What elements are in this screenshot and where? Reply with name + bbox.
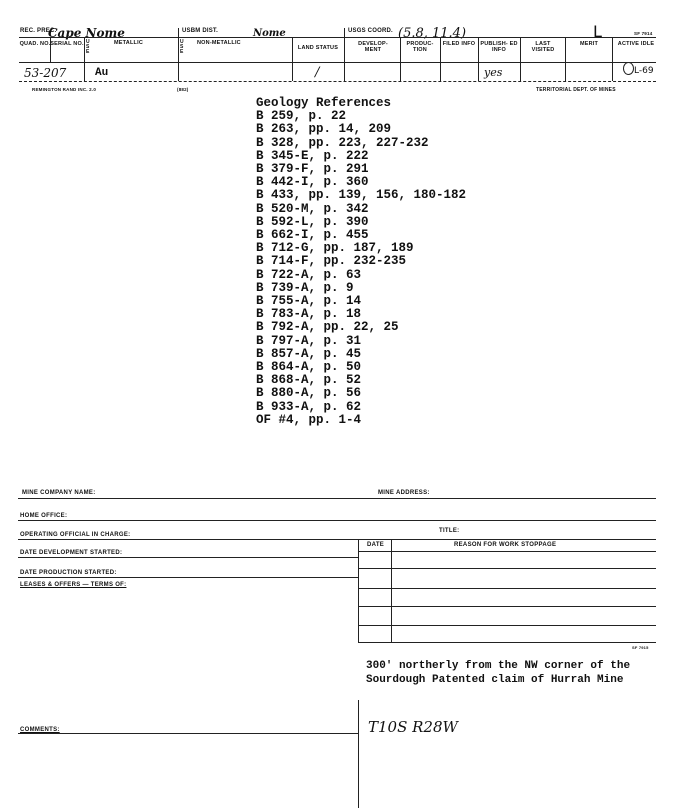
references-title: Geology References xyxy=(256,96,392,110)
reference-item: B 722-A, p. 63 xyxy=(256,267,362,282)
top-right-mark: L xyxy=(593,22,602,41)
usgs-coord-value: (5.8, 11.4) xyxy=(398,26,467,41)
reference-item: B 880-A, p. 56 xyxy=(256,386,362,401)
reference-item: B 792-A, pp. 22, 25 xyxy=(256,320,399,335)
active-idle-value: L-69 xyxy=(634,66,654,76)
col-production: PRODUC- TION xyxy=(406,41,434,53)
form-number-2: SF 7915 xyxy=(632,645,649,650)
location-note-line-2: Sourdough Patented claim of Hurrah Mine xyxy=(366,674,624,686)
col-non-metallic: NON-METALLIC xyxy=(197,40,241,46)
col-use-1: U S E xyxy=(86,39,90,55)
col-merit: MERIT xyxy=(579,41,599,47)
col-last-visited: LAST VISITED xyxy=(531,41,555,53)
location-note-line-1: 300' northerly from the NW corner of the xyxy=(366,660,631,672)
reference-item: B 662-I, p. 455 xyxy=(256,228,369,243)
date-prod-started-label: DATE PRODUCTION STARTED: xyxy=(20,570,117,576)
reference-item: B 714-F, pp. 232-235 xyxy=(256,254,407,269)
col-land-status: LAND STATUS xyxy=(297,45,339,51)
col-active-idle: ACTIVE IDLE xyxy=(617,41,655,47)
township-note: T10S R28W xyxy=(368,718,458,736)
home-office-label: HOME OFFICE: xyxy=(20,513,68,519)
date-dev-started-label: DATE DEVELOPMENT STARTED: xyxy=(20,550,123,556)
title-label: TITLE: xyxy=(439,528,460,534)
comments-label: COMMENTS: xyxy=(20,727,60,733)
reason-header: REASON FOR WORK STOPPAGE xyxy=(454,542,557,548)
dept-label: TERRITORIAL DEPT. OF MINES xyxy=(536,87,616,93)
reference-item: B 345-E, p. 222 xyxy=(256,148,369,163)
location-note xyxy=(366,659,630,687)
usgs-coord-label: USGS COORD. xyxy=(348,28,393,34)
reference-item: B 783-A, p. 18 xyxy=(256,307,362,322)
reference-item: B 259, p. 22 xyxy=(256,109,347,124)
col-metallic: METALLIC xyxy=(114,40,143,46)
reference-item: B 868-A, p. 52 xyxy=(256,373,362,388)
published-value: yes xyxy=(484,66,503,79)
reference-item: B 328, pp. 223, 227-232 xyxy=(256,135,429,150)
col-filed-info: FILED INFO xyxy=(442,41,476,47)
geology-references xyxy=(256,97,466,427)
mine-company-name-label: MINE COMPANY NAME: xyxy=(22,490,96,496)
date-header: DATE xyxy=(367,542,385,548)
reference-item: B 433, pp. 139, 156, 180-182 xyxy=(256,188,467,203)
reference-item: B 797-A, p. 31 xyxy=(256,333,362,348)
col-serial-no: SERIAL NO. xyxy=(50,41,84,47)
metallic-value: Au xyxy=(95,67,109,79)
reference-item: B 442-I, p. 360 xyxy=(256,175,369,190)
rec-prec-value: Cape Nome xyxy=(48,26,125,40)
printer-code: (882) xyxy=(177,87,189,92)
reference-item: B 755-A, p. 14 xyxy=(256,294,362,309)
leases-label: LEASES & OFFERS — TERMS OF: xyxy=(20,582,127,588)
operating-official-label: OPERATING OFFICIAL IN CHARGE: xyxy=(20,532,131,538)
col-published-info: PUBLISH- ED INFO xyxy=(480,41,518,53)
mine-address-label: MINE ADDRESS: xyxy=(378,490,430,496)
header-line-1 xyxy=(19,37,656,38)
reference-item: B 739-A, p. 9 xyxy=(256,280,354,295)
reference-item: B 379-F, p. 291 xyxy=(256,162,369,177)
reference-item: B 857-A, p. 45 xyxy=(256,346,362,361)
usbm-dist-value: Nome xyxy=(253,28,286,39)
col-quad-no: QUAD. NO. xyxy=(19,41,51,47)
col-development: DEVELOP- MENT xyxy=(358,41,388,53)
references-list xyxy=(256,110,466,427)
land-status-value: / xyxy=(315,65,320,80)
reference-item: B 864-A, p. 50 xyxy=(256,360,362,375)
reference-item: B 712-G, pp. 187, 189 xyxy=(256,241,414,256)
reference-item: B 520-M, p. 342 xyxy=(256,201,369,216)
quad-serial-value: 53-207 xyxy=(24,66,67,80)
rec-prec-label: REC. PREC. xyxy=(20,28,57,34)
printer-label: REMINGTON RAND INC. 2.0 xyxy=(32,87,97,92)
col-use-2: U S E xyxy=(180,39,184,55)
reference-item: OF #4, pp. 1-4 xyxy=(256,412,362,427)
form-number: SF 7914 xyxy=(634,31,653,36)
reference-item: B 592-L, p. 390 xyxy=(256,214,369,229)
reference-item: B 933-A, p. 62 xyxy=(256,399,362,414)
circle-mark xyxy=(623,62,634,75)
usbm-dist-label: USBM DIST. xyxy=(182,28,219,34)
header-line-2 xyxy=(19,62,656,63)
header-line-3 xyxy=(19,81,656,82)
reference-item: B 263, pp. 14, 209 xyxy=(256,122,392,137)
